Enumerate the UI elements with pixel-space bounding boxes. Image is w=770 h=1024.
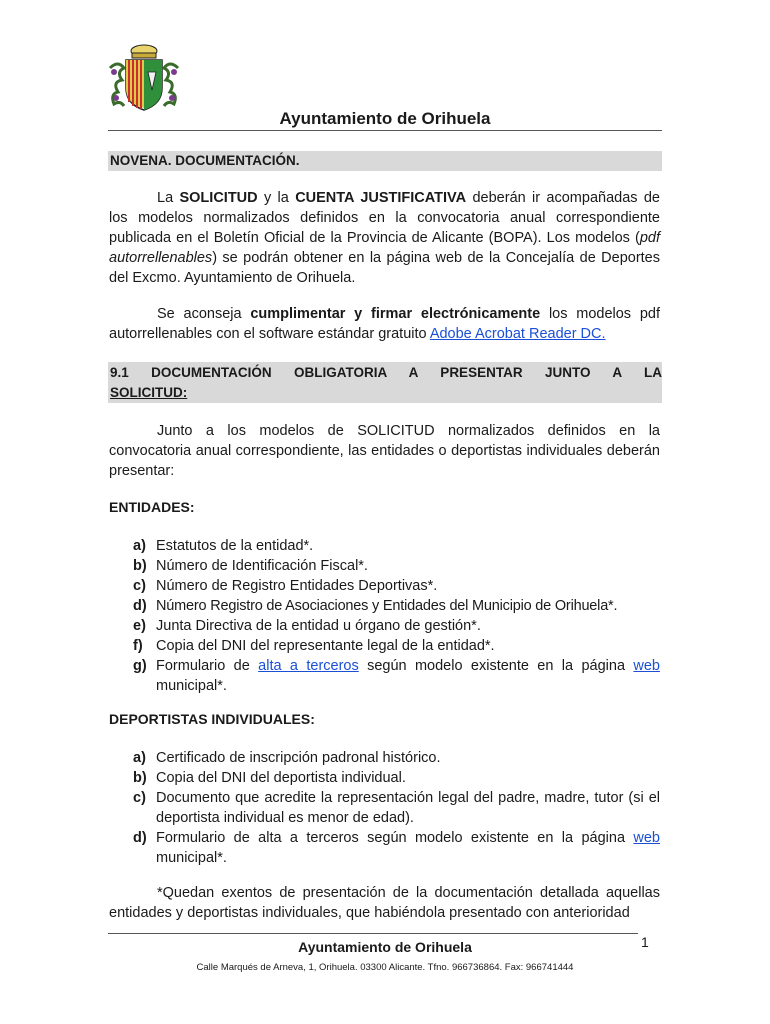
section-heading-9-1-line1: 9.1 DOCUMENTACIÓN OBLIGATORIA A PRESENTAR JUNTO A LA [110, 365, 662, 380]
list-item: f) Copia del DNI del representante legal de la entidad*. [133, 638, 495, 654]
list-item: e) Junta Directiva de la entidad u órgano de gestión*. [133, 618, 481, 634]
section-heading-9-1-line2: SOLICITUD: [110, 385, 188, 400]
section-heading-novena: NOVENA. DOCUMENTACIÓN. [108, 151, 662, 171]
web-link[interactable]: web [633, 830, 660, 846]
footer-divider [108, 933, 638, 934]
footer-title: Ayuntamiento de Orihuela [298, 939, 472, 955]
list-item: c) Documento que acredite la representación legal del padre, madre, tutor (si el deportista individual es menor de edad). [133, 790, 660, 826]
coat-of-arms-icon [106, 42, 182, 114]
deportistas-list [109, 748, 660, 868]
list-item: c) Número de Registro Entidades Deportivas*. [133, 578, 438, 594]
page-number: 1 [641, 934, 649, 950]
alta-terceros-link[interactable]: alta a terceros [258, 658, 359, 674]
deportistas-label: DEPORTISTAS INDIVIDUALES: [109, 711, 315, 727]
section-heading-9-1 [108, 362, 662, 403]
list-item: a) Certificado de inscripción padronal histórico. [133, 750, 441, 766]
list-item: b) Número de Identificación Fiscal*. [133, 558, 368, 574]
list-item: d) Formulario de alta a terceros según modelo existente en la página web municipal*. [133, 830, 660, 866]
paragraph-exentos: *Quedan exentos de presentación de la documentación detallada aquellas entidades y deportistas individuales, que habiéndola presentado con anterioridad [109, 885, 660, 921]
web-link[interactable]: web [633, 658, 660, 674]
adobe-reader-link[interactable]: Adobe Acrobat Reader DC. [429, 326, 606, 342]
list-item: b) Copia del DNI del deportista individual. [133, 770, 406, 786]
header-title: Ayuntamiento de Orihuela [279, 109, 491, 128]
paragraph-aconseja: Se aconseja cumplimentar y firmar electrónicamente los modelos pdf autorrellenables con el software estándar gratuito Adobe Acrobat Reader DC. [109, 306, 660, 342]
header-divider [108, 130, 662, 131]
list-item: d) Número Registro de Asociaciones y Entidades del Municipio de Orihuela*. [133, 598, 618, 614]
list-item: g) Formulario de alta a terceros según modelo existente en la página web municipal*. [133, 658, 660, 694]
paragraph-solicitud: La SOLICITUD y la CUENTA JUSTIFICATIVA deberán ir acompañadas de los modelos normalizados definidos en la convocatoria anual correspondiente publicada en el Boletín Oficial de la Provincia de Alicante (BOPA). Los modelos (pdf autorrellenables) se podrán obtener en la página web de la Concejalía de Deportes del Excmo. Ayuntamiento de Orihuela. [109, 190, 660, 286]
entidades-list [109, 536, 660, 696]
paragraph-junto: Junto a los modelos de SOLICITUD normalizados definidos en la convocatoria anual correspondiente, las entidades o deportistas individuales deberán presentar: [109, 423, 660, 479]
footer-address: Calle Marqués de Arneva, 1, Orihuela. 03300 Alicante. Tfno. 966736864. Fax: 966741444 [196, 962, 574, 973]
list-item: a) Estatutos de la entidad*. [133, 538, 314, 554]
entidades-label: ENTIDADES: [109, 499, 195, 515]
